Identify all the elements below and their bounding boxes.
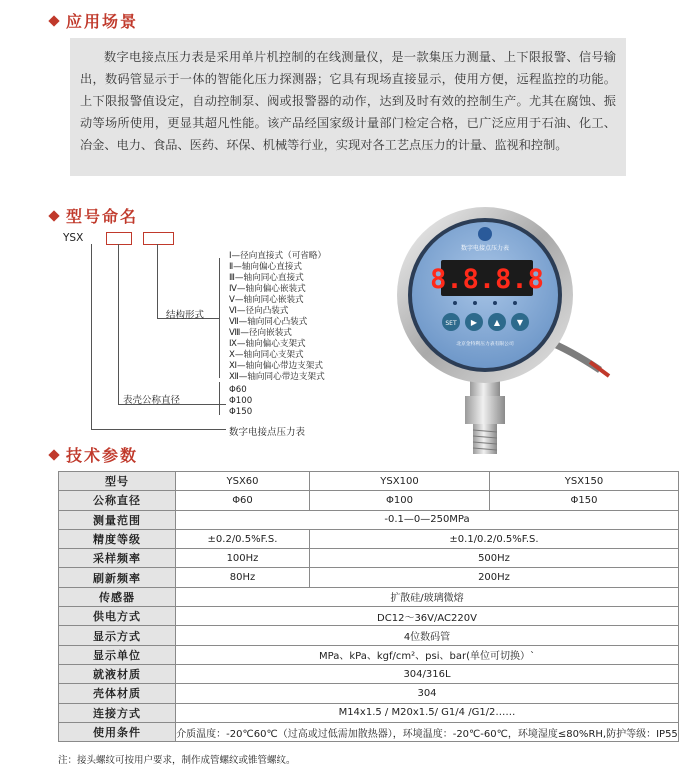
spec-cell: ±0.1/0.2/0.5%F.S. [310,529,679,548]
section-title-tech [50,443,138,466]
spec-cell: -0.1—0—250MPa [176,510,679,529]
diamond-bullet-icon [48,210,59,221]
structure-item: Ⅸ—轴向偏心支架式 [229,339,306,349]
spec-cell: 扩散硅/玻璃微熔 [176,587,679,606]
model-prefix: YSX [63,232,84,244]
structure-item: Ⅶ—轴向同心凸装式 [229,317,308,327]
spec-row-label: 精度等级 [59,529,176,548]
intro-paragraph: 数字电接点压力表是采用单片机控制的在线测量仪，是一款集压力测量、上下限报警、信号输出，数码管显示于一体的智能化压力探测器；它具有现场直接显示，使用方便，远程监控的功能。上下限报警值设定，自动控制泵、阀或报警器的动作，达到及时有效的控制生产。尤其在腐蚀、振动等场所使用，更显其超凡性能。该产品经国家级计量部门检定合格，已广泛应用于石油、化工、冶金、电力、食品、医药、环保、机械等行业，实现对各工艺点压力的计量、监视和控制。 [70,38,626,176]
spec-cell: 100Hz [176,549,310,568]
section-title-text: 应用场景 [66,12,139,31]
structure-item: Ⅰ—径向直接式（可省略） [229,251,327,261]
structure-item: Ⅱ—轴向偏心直接式 [229,262,302,272]
spec-cell: 介质温度：-20℃60℃（过高或过低需加散热器），环境温度：-20℃-60℃，环境湿度≤80%RH,防护等级：IP55 [176,722,679,741]
spec-row [59,684,679,703]
spec-cell: DC12～36V/AC220V [176,607,679,626]
spec-cell: M14x1.5 / M20x1.5/ G1/4 /G1/2…… [176,703,679,722]
spec-table-body [59,472,679,742]
spec-row [59,568,679,587]
spec-row-label: 传感器 [59,587,176,606]
spec-cell: MPa、kPa、kgf/cm²、psi、bar(单位可切换）` [176,645,679,664]
set-button-label: SET [445,320,457,327]
spec-row [59,664,679,683]
structure-item: Ⅲ—轴向同心直接式 [229,273,304,283]
connector-line [219,382,220,415]
structure-item: Ⅳ—轴向偏心嵌装式 [229,284,306,294]
structure-label: 结构形式 [166,310,205,321]
spec-cell: YSX60 [176,472,310,491]
spec-row [59,626,679,645]
spec-row-label: 公称直径 [59,491,176,510]
section-title-text: 技术参数 [66,446,139,465]
model-box-diameter [106,232,132,245]
spec-cell: 4位数码管 [176,626,679,645]
spec-row-label: 壳体材质 [59,684,176,703]
spec-cell: Φ150 [490,491,679,510]
spec-row-label: 显示单位 [59,645,176,664]
structure-item: Ⅵ—径向凸装式 [229,306,289,316]
diamond-bullet-icon [48,15,59,26]
spec-row [59,472,679,491]
spec-cell: 80Hz [176,568,310,587]
connector-line [91,429,226,430]
spec-row-label: 显示方式 [59,626,176,645]
spec-cell: YSX150 [490,472,679,491]
spec-cell: 500Hz [310,549,679,568]
spec-row [59,703,679,722]
spec-cell: 200Hz [310,568,679,587]
gauge-label: 数字电接点压力表 [460,245,510,252]
pressure-gauge-image [395,200,615,460]
spec-row [59,549,679,568]
spec-row-label: 供电方式 [59,607,176,626]
spec-row [59,587,679,606]
structure-list [229,251,326,383]
spec-row [59,645,679,664]
footnote: 注：接头螺纹可按用户要求，制作成管螺纹或锥管螺纹。 [58,755,296,766]
model-box-structure [143,232,174,245]
spec-cell: 304/316L [176,664,679,683]
spec-cell: Φ100 [310,491,490,510]
down-button-label: ▼ [516,318,524,327]
spec-row-label: 刷新频率 [59,568,176,587]
spec-row-label: 就液材质 [59,664,176,683]
spec-cell: 304 [176,684,679,703]
structure-item: Ⅺ—轴向偏心带边支架式 [229,361,323,371]
spec-row [59,491,679,510]
spec-row-label: 型号 [59,472,176,491]
connector-line [91,244,92,429]
diameter-item: Φ150 [229,407,253,417]
diameter-label: 表壳公称直径 [123,395,181,406]
section-title-application [50,9,138,32]
structure-item: Ⅴ—轴向同心嵌装式 [229,295,304,305]
spec-cell: YSX100 [310,472,490,491]
structure-item: Ⅻ—轴向同心带边支架式 [229,372,325,382]
spec-row-label: 使用条件 [59,722,176,741]
connector-line [219,258,220,378]
up-button-label: ▲ [493,318,501,327]
spec-row [59,722,679,741]
diameter-item: Φ60 [229,385,247,395]
structure-item: Ⅹ—轴向同心支架式 [229,350,304,360]
right-button-label: ▶ [470,318,478,327]
connector-line [118,244,119,404]
spec-row-label: 采样频率 [59,549,176,568]
section-title-text: 型号命名 [66,207,139,226]
diameter-list [229,385,252,418]
spec-cell: ±0.2/0.5%F.S. [176,529,310,548]
connector-line [157,244,158,318]
product-label: 数字电接点压力表 [229,427,306,438]
spec-row-label: 测量范围 [59,510,176,529]
spec-row-label: 连接方式 [59,703,176,722]
diamond-bullet-icon [48,449,59,460]
digit-readout: 8.8.8.8 [430,264,544,295]
spec-row [59,510,679,529]
structure-item: Ⅷ—径向嵌装式 [229,328,292,338]
logo-icon [478,227,492,241]
section-title-model [50,204,138,227]
spec-row [59,529,679,548]
diameter-item: Φ100 [229,396,253,406]
spec-table [58,471,679,742]
spec-cell: Φ60 [176,491,310,510]
gauge-maker: 北京金特利压力表有限公司 [456,342,514,347]
gauge-hex [465,396,505,424]
spec-row [59,607,679,626]
